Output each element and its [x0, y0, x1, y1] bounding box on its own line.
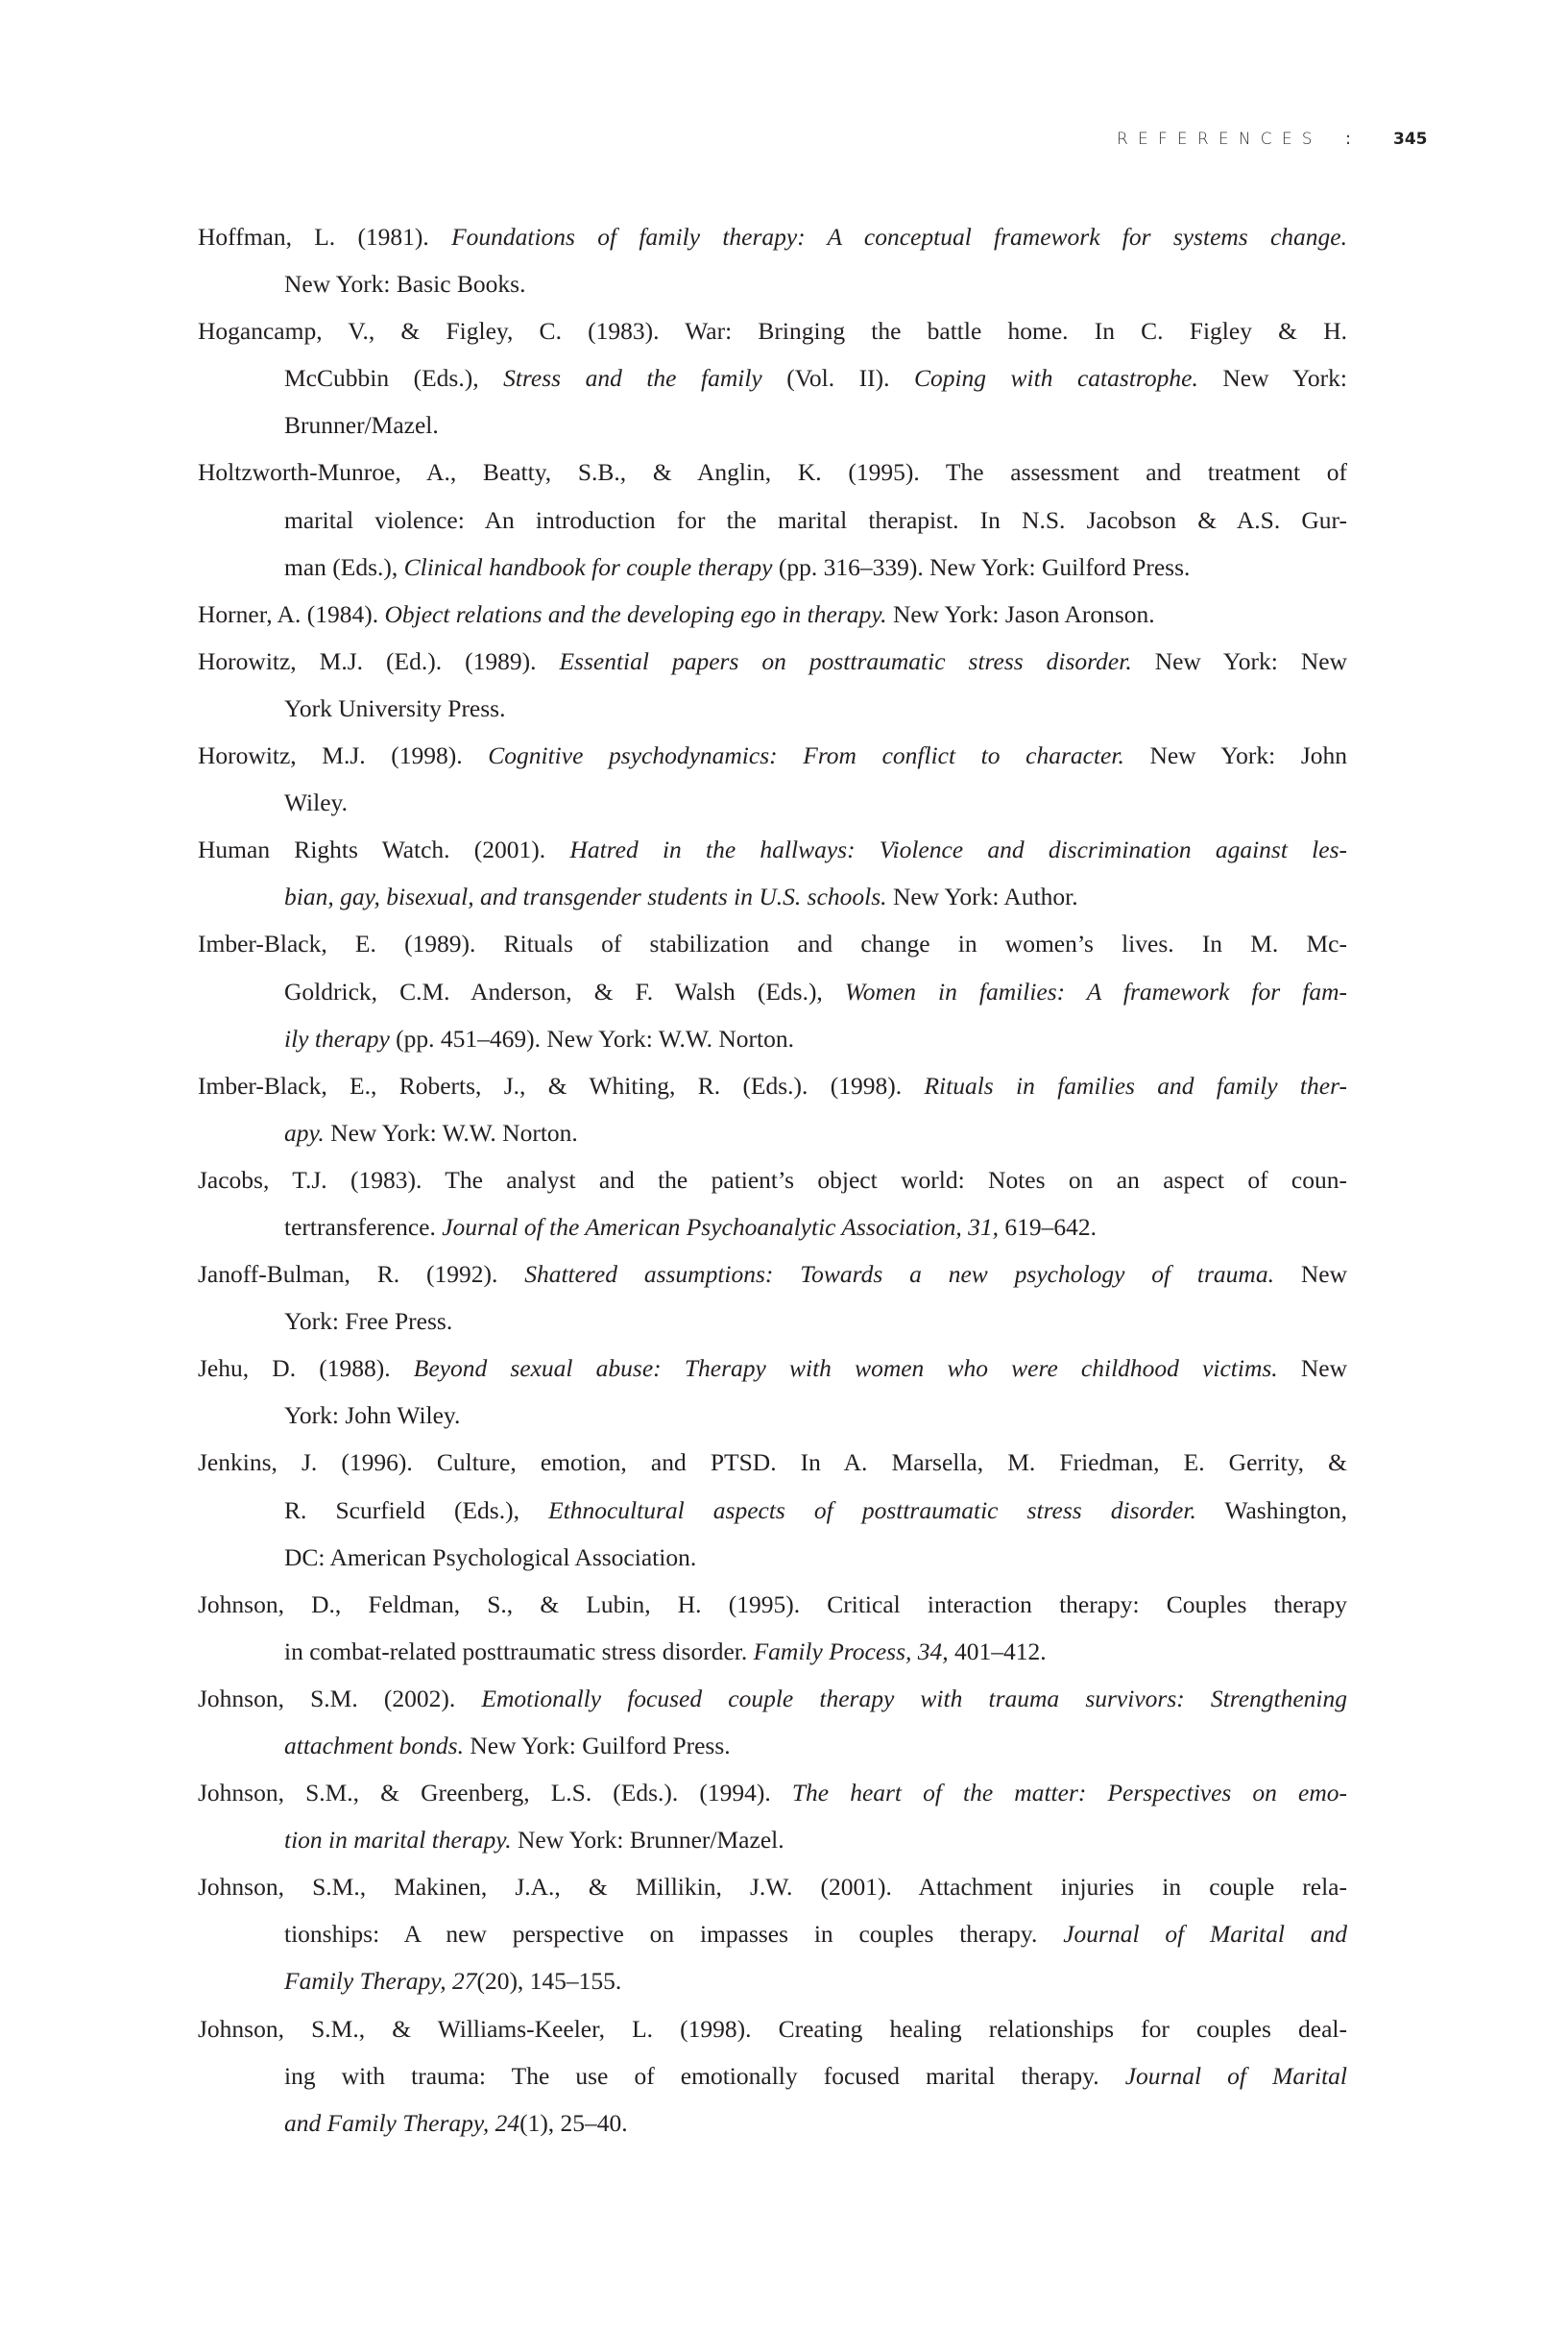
reference-text: Jacobs, T.J. (1983). The analyst and the patient’s object world: Notes on an aspect of coun-: [198, 1165, 1347, 1194]
italic-title-text: attachment bonds.: [284, 1732, 464, 1759]
italic-title-text: Rituals in families and family ther-: [924, 1071, 1347, 1100]
running-head-section-title: REFERENCES: [1117, 130, 1322, 149]
reference-entry: [198, 826, 1347, 920]
reference-text: New York: Author.: [886, 883, 1078, 911]
reference-text: (pp. 451–469). New York: W.W. Norton.: [389, 1024, 795, 1053]
reference-first-line: [198, 213, 1347, 260]
reference-text: Hoffman, L. (1981).: [198, 223, 452, 251]
italic-title-text: Clinical handbook for couple therapy: [403, 552, 773, 581]
reference-first-line: [198, 1439, 1347, 1486]
italic-title-text: Beyond sexual abuse: Therapy with women who were childhood victims.: [413, 1354, 1278, 1383]
reference-entry: [198, 1250, 1347, 1345]
reference-text: Johnson, S.M., & Greenberg, L.S. (Eds.). (1994).: [198, 1779, 792, 1807]
reference-text: Horowitz, M.J. (Ed.). (1989).: [198, 646, 560, 675]
reference-text: New York: Guilford Press.: [463, 1732, 731, 1759]
italic-title-text: apy.: [284, 1118, 325, 1147]
reference-text: New: [1273, 1260, 1347, 1289]
reference-text: in combat-related posttraumatic stress disorder.: [284, 1637, 754, 1665]
reference-text: (1), 25–40.: [519, 2108, 628, 2137]
italic-title-text: Emotionally focused couple therapy with trauma survivors: Strengthening: [481, 1684, 1348, 1712]
reference-text: Jehu, D. (1988).: [198, 1354, 414, 1383]
reference-text: Johnson, D., Feldman, S., & Lubin, H. (1995). Critical interaction therapy: Couples therapy: [198, 1589, 1347, 1618]
reference-first-line: [198, 307, 1347, 354]
reference-continuation-line: [198, 873, 1347, 920]
reference-text: New York: W.W. Norton.: [324, 1118, 578, 1147]
reference-continuation-line: [198, 1534, 1347, 1581]
reference-first-line: [198, 638, 1347, 685]
reference-entry: [198, 2005, 1347, 2146]
italic-title-text: and Family Therapy, 24: [284, 2108, 520, 2137]
reference-continuation-line: [198, 1392, 1347, 1439]
reference-text: New York: New: [1131, 646, 1347, 675]
reference-text: Goldrick, C.M. Anderson, & F. Walsh (Eds.),: [284, 977, 845, 1006]
reference-text: tertransference.: [284, 1212, 443, 1241]
reference-text: tionships: A new perspective on impasses in couples therapy.: [284, 1920, 1064, 1949]
reference-first-line: [198, 1156, 1347, 1203]
reference-entry: [198, 732, 1347, 826]
italic-title-text: Coping with catastrophe.: [913, 364, 1198, 393]
italic-title-text: Object relations and the developing ego in therapy.: [384, 599, 887, 628]
reference-text: Imber-Black, E., Roberts, J., & Whiting, R. (Eds.). (1998).: [198, 1071, 925, 1100]
italic-title-text: Cognitive psychodynamics: From conflict to character.: [488, 741, 1124, 770]
reference-text: New: [1277, 1354, 1347, 1383]
italic-title-text: Women in families: A framework for fam-: [844, 977, 1347, 1006]
running-head: [1114, 127, 1431, 152]
reference-text: York University Press.: [284, 693, 506, 722]
reference-first-line: [198, 449, 1347, 496]
italic-title-text: Family Process, 34,: [753, 1637, 949, 1665]
reference-continuation-line: [198, 354, 1347, 401]
italic-title-text: Journal of the American Psychoanalytic Association, 31,: [442, 1212, 1000, 1241]
italic-title-text: Stress and the family: [503, 364, 762, 393]
reference-text: York: Free Press.: [284, 1307, 453, 1336]
italic-title-text: bian, gay, bisexual, and transgender students in U.S. schools.: [284, 883, 887, 911]
italic-title-text: The heart of the matter: Perspectives on emo-: [791, 1779, 1347, 1807]
reference-text: New York:: [1197, 364, 1347, 393]
reference-continuation-line: [198, 544, 1347, 591]
reference-text: Jenkins, J. (1996). Culture, emotion, and PTSD. In A. Marsella, M. Friedman, E. Gerrity, &: [198, 1448, 1347, 1477]
reference-entry: [198, 638, 1347, 732]
running-head-separator: :: [1345, 129, 1352, 149]
reference-entry: [198, 1581, 1347, 1675]
italic-title-text: Hatred in the hallways: Violence and discrimination against les-: [569, 836, 1347, 864]
reference-entry: [198, 591, 1347, 638]
reference-entry: [198, 1863, 1347, 2004]
reference-continuation-line: [198, 401, 1347, 449]
reference-entry: [198, 920, 1347, 1061]
italic-title-text: ily therapy: [284, 1024, 390, 1053]
reference-text: marital violence: An introduction for the marital therapist. In N.S. Jacobson & A.S. Gur-: [284, 505, 1347, 534]
reference-continuation-line: [198, 1816, 1347, 1863]
italic-title-text: Essential papers on posttraumatic stress disorder.: [559, 646, 1132, 675]
reference-text: Brunner/Mazel.: [284, 411, 439, 440]
reference-entry: [198, 213, 1347, 307]
page-number: 345: [1393, 130, 1428, 149]
reference-continuation-line: [198, 2099, 1347, 2146]
reference-first-line: [198, 1863, 1347, 1910]
reference-text: (pp. 316–339). New York: Guilford Press.: [772, 552, 1191, 581]
italic-title-text: Ethnocultural aspects of posttraumatic stress disorder.: [548, 1495, 1196, 1524]
reference-text: McCubbin (Eds.),: [284, 364, 504, 393]
italic-title-text: Journal of Marital: [1124, 2061, 1347, 2090]
reference-text: 619–642.: [999, 1212, 1098, 1241]
reference-text: Johnson, S.M. (2002).: [198, 1684, 482, 1712]
reference-text: Human Rights Watch. (2001).: [198, 836, 570, 864]
reference-first-line: [198, 1581, 1347, 1628]
reference-text: man (Eds.),: [284, 552, 404, 581]
reference-text: Janoff-Bulman, R. (1992).: [198, 1260, 525, 1289]
italic-title-text: Journal of Marital and: [1063, 1920, 1347, 1949]
reference-first-line: [198, 1769, 1347, 1816]
reference-continuation-line: [198, 1203, 1347, 1250]
reference-text: New York: John: [1123, 741, 1347, 770]
reference-continuation-line: [198, 1957, 1347, 2004]
reference-entry: [198, 1675, 1347, 1769]
reference-text: New York: Basic Books.: [284, 270, 526, 299]
reference-first-line: [198, 1062, 1347, 1109]
reference-text: Wiley.: [284, 788, 349, 817]
reference-first-line: [198, 920, 1347, 967]
reference-entry: [198, 1769, 1347, 1863]
reference-continuation-line: [198, 1628, 1347, 1675]
italic-title-text: Foundations of family therapy: A conceptual framework for systems change.: [451, 223, 1347, 251]
reference-entry: [198, 307, 1347, 449]
reference-text: Horowitz, M.J. (1998).: [198, 741, 489, 770]
reference-first-line: [198, 732, 1347, 779]
reference-continuation-line: [198, 1297, 1347, 1345]
reference-continuation-line: [198, 260, 1347, 307]
reference-text: R. Scurfield (Eds.),: [284, 1495, 549, 1524]
reference-entry: [198, 1345, 1347, 1439]
italic-title-text: tion in marital therapy.: [284, 1826, 512, 1855]
reference-continuation-line: [198, 1910, 1347, 1957]
reference-continuation-line: [198, 1722, 1347, 1769]
reference-first-line: [198, 826, 1347, 873]
italic-title-text: Family Therapy, 27: [284, 1967, 477, 1996]
reference-entry: [198, 449, 1347, 590]
reference-continuation-line: [198, 685, 1347, 732]
reference-text: ing with trauma: The use of emotionally focused marital therapy.: [284, 2061, 1125, 2090]
italic-title-text: Shattered assumptions: Towards a new psychology of trauma.: [524, 1260, 1274, 1289]
reference-text: New York: Brunner/Mazel.: [511, 1826, 784, 1855]
reference-text: Imber-Black, E. (1989). Rituals of stabilization and change in women’s lives. In M. Mc-: [198, 930, 1347, 958]
reference-entry: [198, 1439, 1347, 1580]
reference-continuation-line: [198, 779, 1347, 826]
reference-text: (Vol. II).: [761, 364, 914, 393]
reference-text: DC: American Psychological Association.: [284, 1542, 697, 1571]
reference-text: New York: Jason Aronson.: [886, 599, 1155, 628]
reference-list: [198, 213, 1347, 2146]
reference-first-line: [198, 1250, 1347, 1297]
reference-text: Holtzworth-Munroe, A., Beatty, S.B., & Anglin, K. (1995). The assessment and treatment of: [198, 458, 1347, 487]
reference-text: (20), 145–155.: [476, 1967, 622, 1996]
reference-continuation-line: [198, 1109, 1347, 1156]
reference-continuation-line: [198, 1487, 1347, 1534]
reference-text: Johnson, S.M., & Williams-Keeler, L. (1998). Creating healing relationships for couples deal-: [198, 2014, 1347, 2043]
reference-text: Washington,: [1195, 1495, 1347, 1524]
reference-text: York: John Wiley.: [284, 1401, 461, 1430]
reference-text: Johnson, S.M., Makinen, J.A., & Millikin, J.W. (2001). Attachment injuries in couple rela-: [198, 1873, 1347, 1902]
reference-continuation-line: [198, 497, 1347, 544]
reference-first-line: [198, 1345, 1347, 1392]
reference-first-line: [198, 1675, 1347, 1722]
reference-text: Horner, A. (1984).: [198, 599, 385, 628]
reference-text: 401–412.: [948, 1637, 1047, 1665]
reference-text: Hogancamp, V., & Figley, C. (1983). War: Bringing the battle home. In C. Figley & H.: [198, 317, 1347, 346]
reference-first-line: [198, 591, 1347, 638]
reference-entry: [198, 1062, 1347, 1156]
reference-continuation-line: [198, 2052, 1347, 2099]
reference-continuation-line: [198, 968, 1347, 1015]
reference-entry: [198, 1156, 1347, 1250]
reference-first-line: [198, 2005, 1347, 2052]
reference-continuation-line: [198, 1015, 1347, 1062]
